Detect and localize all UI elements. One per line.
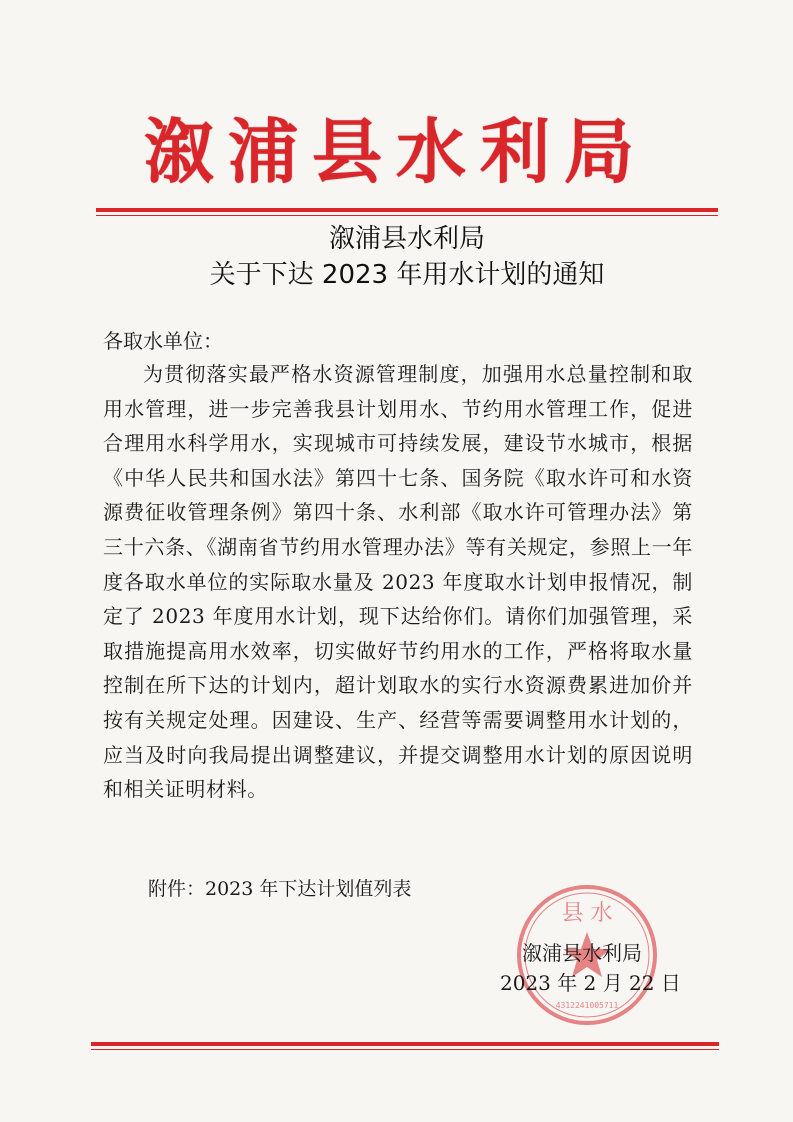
signature-date: 2023 年 2 月 22 日	[500, 971, 681, 995]
seal-text-top: 县 水	[561, 901, 613, 926]
seal-serial: 4312241005711	[555, 1001, 619, 1010]
signature-org: 溆浦县水利局	[522, 941, 642, 965]
notice-title-line-1: 溆浦县水利局	[328, 224, 485, 254]
letterhead-org-name: 溆浦县水利局	[144, 110, 648, 193]
notice-title-line-2: 关于下达 2023 年用水计划的通知	[209, 260, 605, 290]
salutation: 各取水单位：	[103, 329, 223, 353]
letterhead-red-rule-thick	[96, 208, 718, 212]
footer-red-rule-thick	[91, 1042, 719, 1046]
attachment-line: 附件：2023 年下达计划值列表	[148, 878, 412, 900]
footer-red-rule-thin	[91, 1049, 719, 1050]
notice-body: 为贯彻落实最严格水资源管理制度，加强用水总量控制和取用水管理，进一步完善我县计划用水、节约用水管理工作，促进合理用水科学用水，实现城市可持续发展，建设节水城市，根据《中华人民共和国水法》第四十七条、国务院《取水许可和水资源费征收管理条例》第四十条、水利部《取水许可管理办法》第三十六条、《湖南省节约用水管理办法》等有关规定，参照上一年度各取水单位的实际取水量及 2023 年度取水计划申报情况，制定了 2023 年度用水计划，现下达给你们。请你们加强管理，采取措施提高用水效率，切实做好节约用水的工作，严格将取水量控制在所下达的计划内，超计划取水的实行水资源费累进加价并按有关规定处理。因建设、生产、经营等需要调整用水计划的，应当及时向我局提出调整建议，并提交调整用水计划的原因说明和相关证明材料。	[103, 362, 693, 802]
letterhead-red-rule-thin	[96, 215, 718, 216]
